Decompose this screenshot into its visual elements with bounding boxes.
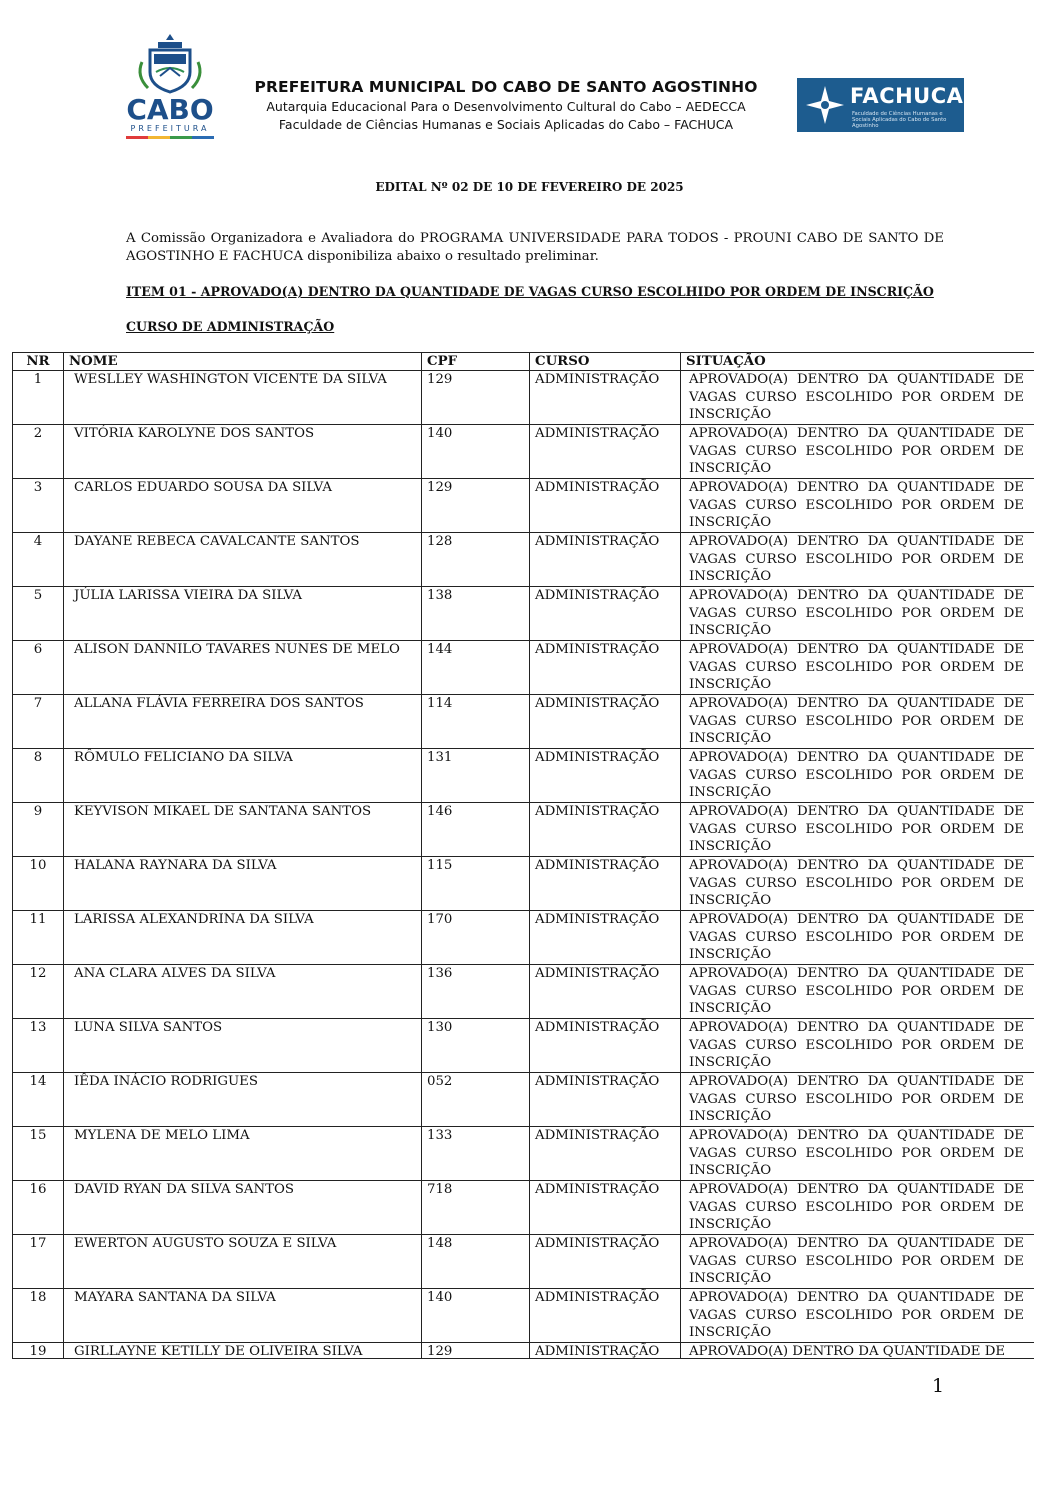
cell-situacao: APROVADO(A) DENTRO DA QUANTIDADE DE VAGAS CURSO ESCOLHIDO POR ORDEM DE INSCRIÇÃO — [681, 641, 1035, 695]
cell-nome: VITÓRIA KAROLYNE DOS SANTOS — [64, 425, 422, 479]
cell-cpf: 115 — [422, 857, 530, 911]
cell-cpf: 140 — [422, 1289, 530, 1343]
cell-nome: RÔMULO FELICIANO DA SILVA — [64, 749, 422, 803]
fachuca-logo-tagline: Faculdade de Ciências Humanas e Sociais Aplicadas do Cabo de Santo Agostinho — [852, 111, 947, 129]
cell-nome: LUNA SILVA SANTOS — [64, 1019, 422, 1073]
cell-situacao: APROVADO(A) DENTRO DA QUANTIDADE DE VAGAS CURSO ESCOLHIDO POR ORDEM DE INSCRIÇÃO — [681, 1289, 1035, 1343]
cell-nr: 2 — [13, 425, 64, 479]
cell-situacao: APROVADO(A) DENTRO DA QUANTIDADE DE VAGAS CURSO ESCOLHIDO POR ORDEM DE INSCRIÇÃO — [681, 533, 1035, 587]
cell-nr: 18 — [13, 1289, 64, 1343]
cell-nome: MYLENA DE MELO LIMA — [64, 1127, 422, 1181]
cell-nome: GIRLLAYNE KETILLY DE OLIVEIRA SILVA — [64, 1343, 422, 1360]
cell-nr: 14 — [13, 1073, 64, 1127]
table-row — [13, 749, 1035, 803]
table-row — [13, 1343, 1035, 1360]
table-row — [13, 1127, 1035, 1181]
cell-curso: ADMINISTRAÇÃO — [530, 641, 681, 695]
header-situacao: SITUAÇÃO — [681, 353, 1035, 371]
results-table — [12, 352, 1034, 1359]
cell-curso: ADMINISTRAÇÃO — [530, 1073, 681, 1127]
cell-situacao: APROVADO(A) DENTRO DA QUANTIDADE DE VAGAS CURSO ESCOLHIDO POR ORDEM DE INSCRIÇÃO — [681, 803, 1035, 857]
cell-nr: 11 — [13, 911, 64, 965]
course-heading: CURSO DE ADMINISTRAÇÃO — [126, 319, 335, 334]
cell-curso: ADMINISTRAÇÃO — [530, 587, 681, 641]
cell-nome: ANA CLARA ALVES DA SILVA — [64, 965, 422, 1019]
fachuca-logo-word: FACHUCA — [850, 84, 964, 108]
cell-nome: LARISSA ALEXANDRINA DA SILVA — [64, 911, 422, 965]
cell-cpf: 146 — [422, 803, 530, 857]
table-row — [13, 1073, 1035, 1127]
header-nr: NR — [13, 353, 64, 371]
cell-nome: DAYANE REBECA CAVALCANTE SANTOS — [64, 533, 422, 587]
header-title: PREFEITURA MUNICIPAL DO CABO DE SANTO AGOSTINHO — [254, 78, 758, 96]
cell-cpf: 052 — [422, 1073, 530, 1127]
table-row — [13, 587, 1035, 641]
cell-nr: 10 — [13, 857, 64, 911]
cell-situacao: APROVADO(A) DENTRO DA QUANTIDADE DE VAGAS CURSO ESCOLHIDO POR ORDEM DE INSCRIÇÃO — [681, 371, 1035, 425]
cell-nr: 12 — [13, 965, 64, 1019]
cell-curso: ADMINISTRAÇÃO — [530, 749, 681, 803]
cell-nome: CARLOS EDUARDO SOUSA DA SILVA — [64, 479, 422, 533]
cell-cpf: 170 — [422, 911, 530, 965]
intro-paragraph: A Comissão Organizadora e Avaliadora do PROGRAMA UNIVERSIDADE PARA TODOS - PROUNI CABO DE SANTO DE AGOSTINHO E FACHUCA disponibiliza abaixo o resultado preliminar. — [126, 231, 944, 264]
table-header-row — [13, 353, 1035, 371]
table-row — [13, 911, 1035, 965]
cell-cpf: 718 — [422, 1181, 530, 1235]
cell-nr: 19 — [13, 1343, 64, 1360]
fachuca-star-icon — [804, 84, 846, 126]
cell-curso: ADMINISTRAÇÃO — [530, 1181, 681, 1235]
cell-curso: ADMINISTRAÇÃO — [530, 533, 681, 587]
cell-cpf: 114 — [422, 695, 530, 749]
cell-cpf: 138 — [422, 587, 530, 641]
cell-nome: KEYVISON MIKAEL DE SANTANA SANTOS — [64, 803, 422, 857]
cell-nr: 9 — [13, 803, 64, 857]
table-row — [13, 371, 1035, 425]
cell-situacao: APROVADO(A) DENTRO DA QUANTIDADE DE VAGAS CURSO ESCOLHIDO POR ORDEM DE INSCRIÇÃO — [681, 965, 1035, 1019]
cell-cpf: 148 — [422, 1235, 530, 1289]
cell-nome: EWERTON AUGUSTO SOUZA E SILVA — [64, 1235, 422, 1289]
header-line-fachuca: Faculdade de Ciências Humanas e Sociais Aplicadas do Cabo – FACHUCA — [278, 117, 734, 132]
cell-nr: 13 — [13, 1019, 64, 1073]
cell-cpf: 131 — [422, 749, 530, 803]
cell-curso: ADMINISTRAÇÃO — [530, 965, 681, 1019]
cell-curso: ADMINISTRAÇÃO — [530, 371, 681, 425]
cell-nr: 8 — [13, 749, 64, 803]
cell-nr: 17 — [13, 1235, 64, 1289]
cell-situacao: APROVADO(A) DENTRO DA QUANTIDADE DE — [681, 1343, 1035, 1360]
cell-cpf: 130 — [422, 1019, 530, 1073]
table-row — [13, 1289, 1035, 1343]
cell-situacao: APROVADO(A) DENTRO DA QUANTIDADE DE VAGAS CURSO ESCOLHIDO POR ORDEM DE INSCRIÇÃO — [681, 587, 1035, 641]
cell-cpf: 144 — [422, 641, 530, 695]
cell-nr: 1 — [13, 371, 64, 425]
cell-nome: JÚLIA LARISSA VIEIRA DA SILVA — [64, 587, 422, 641]
cell-curso: ADMINISTRAÇÃO — [530, 1127, 681, 1181]
header-nome: NOME — [64, 353, 422, 371]
header-cpf: CPF — [422, 353, 530, 371]
cell-nome: WESLLEY WASHINGTON VICENTE DA SILVA — [64, 371, 422, 425]
edital-title: EDITAL Nº 02 DE 10 DE FEVEREIRO DE 2025 — [375, 180, 684, 194]
cell-cpf: 129 — [422, 479, 530, 533]
header-line-aedecca: Autarquia Educacional Para o Desenvolvimento Cultural do Cabo – AEDECCA — [266, 99, 746, 114]
cell-nr: 15 — [13, 1127, 64, 1181]
cell-nr: 5 — [13, 587, 64, 641]
cell-nr: 4 — [13, 533, 64, 587]
cell-situacao: APROVADO(A) DENTRO DA QUANTIDADE DE VAGAS CURSO ESCOLHIDO POR ORDEM DE INSCRIÇÃO — [681, 695, 1035, 749]
page-number: 1 — [932, 1375, 945, 1397]
table-row — [13, 695, 1035, 749]
cell-situacao: APROVADO(A) DENTRO DA QUANTIDADE DE VAGAS CURSO ESCOLHIDO POR ORDEM DE INSCRIÇÃO — [681, 1127, 1035, 1181]
cell-cpf: 129 — [422, 371, 530, 425]
table-row — [13, 1235, 1035, 1289]
cell-curso: ADMINISTRAÇÃO — [530, 695, 681, 749]
cell-curso: ADMINISTRAÇÃO — [530, 911, 681, 965]
cell-cpf: 140 — [422, 425, 530, 479]
cell-cpf: 129 — [422, 1343, 530, 1360]
cell-curso: ADMINISTRAÇÃO — [530, 479, 681, 533]
results-table-container — [12, 352, 1034, 1359]
cell-nome: ALLANA FLÁVIA FERREIRA DOS SANTOS — [64, 695, 422, 749]
cell-curso: ADMINISTRAÇÃO — [530, 803, 681, 857]
cabo-prefeitura-logo — [120, 32, 220, 144]
cell-nr: 7 — [13, 695, 64, 749]
cell-nome: MAYARA SANTANA DA SILVA — [64, 1289, 422, 1343]
cell-nome: ALISON DANNILO TAVARES NUNES DE MELO — [64, 641, 422, 695]
cell-situacao: APROVADO(A) DENTRO DA QUANTIDADE DE VAGAS CURSO ESCOLHIDO POR ORDEM DE INSCRIÇÃO — [681, 1019, 1035, 1073]
cell-nr: 6 — [13, 641, 64, 695]
cell-situacao: APROVADO(A) DENTRO DA QUANTIDADE DE VAGAS CURSO ESCOLHIDO POR ORDEM DE INSCRIÇÃO — [681, 1235, 1035, 1289]
table-row — [13, 479, 1035, 533]
table-row — [13, 533, 1035, 587]
table-row — [13, 425, 1035, 479]
table-row — [13, 965, 1035, 1019]
item-heading: ITEM 01 - APROVADO(A) DENTRO DA QUANTIDADE DE VAGAS CURSO ESCOLHIDO POR ORDEM DE INSCRIÇÃO — [126, 284, 934, 299]
table-row — [13, 857, 1035, 911]
header-text — [226, 78, 786, 132]
cell-nr: 16 — [13, 1181, 64, 1235]
table-row — [13, 641, 1035, 695]
svg-text:PREFEITURA: PREFEITURA — [130, 124, 210, 133]
cell-situacao: APROVADO(A) DENTRO DA QUANTIDADE DE VAGAS CURSO ESCOLHIDO POR ORDEM DE INSCRIÇÃO — [681, 479, 1035, 533]
cell-curso: ADMINISTRAÇÃO — [530, 425, 681, 479]
cell-cpf: 136 — [422, 965, 530, 1019]
cell-situacao: APROVADO(A) DENTRO DA QUANTIDADE DE VAGAS CURSO ESCOLHIDO POR ORDEM DE INSCRIÇÃO — [681, 911, 1035, 965]
cell-nome: DAVID RYAN DA SILVA SANTOS — [64, 1181, 422, 1235]
cell-cpf: 128 — [422, 533, 530, 587]
cell-curso: ADMINISTRAÇÃO — [530, 1235, 681, 1289]
cell-nome: HALANA RAYNARA DA SILVA — [64, 857, 422, 911]
table-row — [13, 803, 1035, 857]
cell-curso: ADMINISTRAÇÃO — [530, 857, 681, 911]
header-curso: CURSO — [530, 353, 681, 371]
cell-situacao: APROVADO(A) DENTRO DA QUANTIDADE DE VAGAS CURSO ESCOLHIDO POR ORDEM DE INSCRIÇÃO — [681, 749, 1035, 803]
cell-situacao: APROVADO(A) DENTRO DA QUANTIDADE DE VAGAS CURSO ESCOLHIDO POR ORDEM DE INSCRIÇÃO — [681, 425, 1035, 479]
table-row — [13, 1019, 1035, 1073]
cell-curso: ADMINISTRAÇÃO — [530, 1019, 681, 1073]
cell-situacao: APROVADO(A) DENTRO DA QUANTIDADE DE VAGAS CURSO ESCOLHIDO POR ORDEM DE INSCRIÇÃO — [681, 1073, 1035, 1127]
cell-nr: 3 — [13, 479, 64, 533]
cell-curso: ADMINISTRAÇÃO — [530, 1343, 681, 1360]
fachuca-logo — [797, 78, 964, 132]
svg-text:CABO: CABO — [126, 93, 214, 126]
cell-curso: ADMINISTRAÇÃO — [530, 1289, 681, 1343]
cell-situacao: APROVADO(A) DENTRO DA QUANTIDADE DE VAGAS CURSO ESCOLHIDO POR ORDEM DE INSCRIÇÃO — [681, 857, 1035, 911]
cell-nome: IÊDA INÁCIO RODRIGUES — [64, 1073, 422, 1127]
table-row — [13, 1181, 1035, 1235]
cell-situacao: APROVADO(A) DENTRO DA QUANTIDADE DE VAGAS CURSO ESCOLHIDO POR ORDEM DE INSCRIÇÃO — [681, 1181, 1035, 1235]
cell-cpf: 133 — [422, 1127, 530, 1181]
